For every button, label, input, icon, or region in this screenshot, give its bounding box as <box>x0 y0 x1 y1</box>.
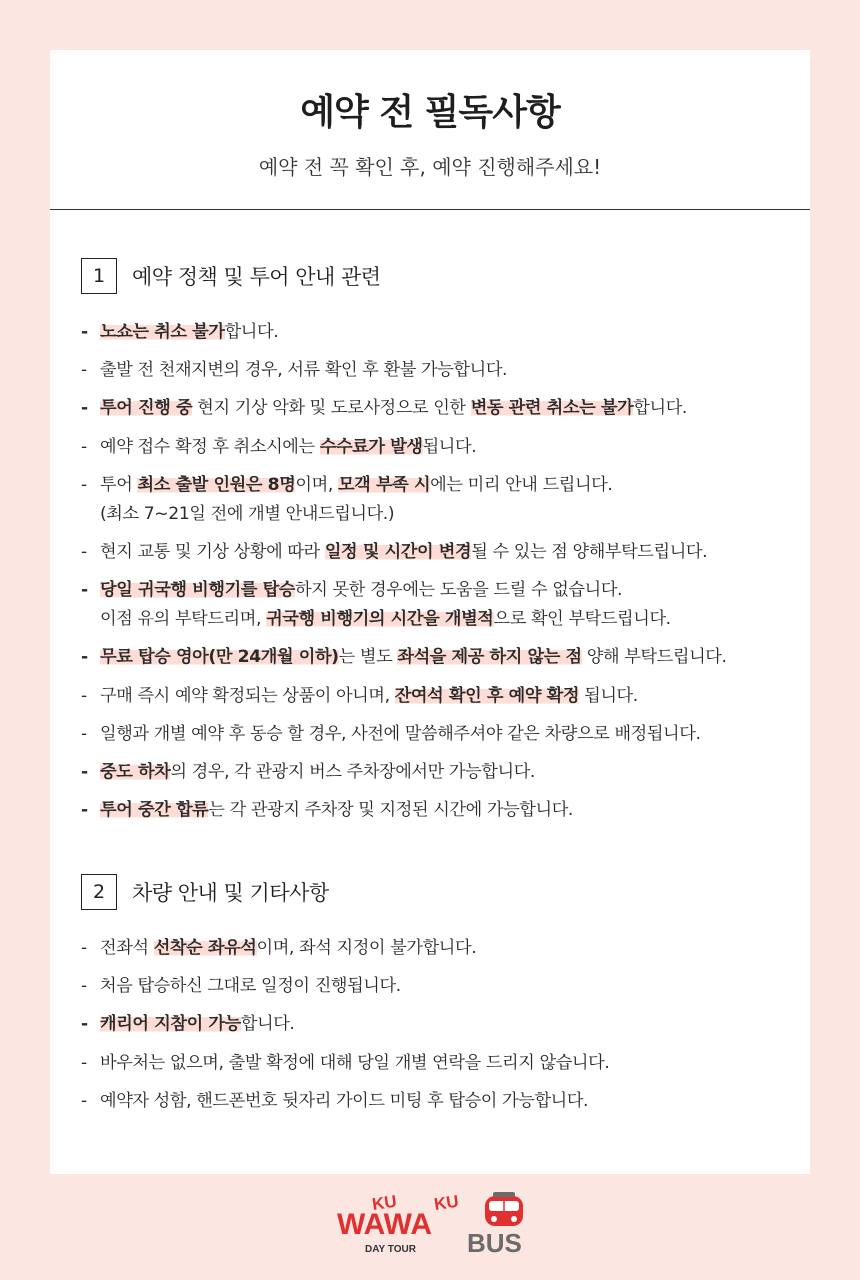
highlighted-text: 변동 관련 취소는 불가 <box>470 398 634 419</box>
section-title: 예약 정책 및 투어 안내 관련 <box>132 265 381 289</box>
notice-text: 됩니다. <box>579 685 638 706</box>
notice-line <box>100 318 790 347</box>
notice-item <box>81 1087 790 1116</box>
logo-tagline: DAY TOUR <box>365 1244 416 1255</box>
notice-line <box>100 500 790 529</box>
notice-line <box>100 934 790 963</box>
notice-item <box>81 934 790 963</box>
highlighted-text: 좌석을 제공 하지 않는 점 <box>397 647 582 668</box>
section-2-list <box>81 934 790 1125</box>
bullet-dash: - <box>81 398 88 419</box>
notice-item <box>81 576 790 634</box>
highlighted-text: 선착순 좌유석 <box>153 938 257 958</box>
notice-text: 현지 기상 악화 및 도로사정으로 인한 <box>192 398 471 419</box>
notice-text: 전좌석 <box>100 938 154 958</box>
highlighted-text: 귀국행 비행기의 시간을 개별적 <box>266 609 494 630</box>
notice-text: 에는 미리 안내 드립니다. <box>430 474 613 495</box>
highlighted-text: 투어 중간 합류 <box>100 800 209 821</box>
notice-text: 됩니다. <box>422 436 477 457</box>
wawakuku-bus-logo <box>335 1188 535 1268</box>
bullet-dash: - <box>81 1052 87 1073</box>
notice-line <box>100 576 790 605</box>
notice-text: 현지 교통 및 기상 상황에 따라 <box>100 541 325 562</box>
notice-card <box>50 50 810 1174</box>
notice-item <box>81 972 790 1001</box>
highlighted-text: 잔여석 확인 후 예약 확정 <box>394 685 580 706</box>
highlighted-text: 중도 하차 <box>100 761 171 782</box>
notice-text: 합니다. <box>633 398 687 419</box>
highlighted-text: 모객 부족 시 <box>337 474 431 495</box>
notice-item <box>81 720 790 749</box>
notice-item <box>81 538 790 567</box>
highlighted-text: 캐리어 지참이 가능 <box>100 1014 241 1035</box>
notice-text: 하지 못한 경우에는 도움을 드릴 수 없습니다. <box>295 580 623 601</box>
notice-text: 는 각 관광지 주차장 및 지정된 시간에 가능합니다. <box>208 800 573 821</box>
highlighted-text: 수수료가 발생 <box>319 436 423 457</box>
bullet-dash: - <box>81 647 88 668</box>
notice-item <box>81 471 790 529</box>
notice-line <box>100 720 790 749</box>
highlighted-text: 무료 탑승 영아(만 24개월 이하) <box>100 647 339 668</box>
notice-text: 예약 접수 확정 후 취소시에는 <box>100 436 320 457</box>
notice-line <box>100 972 790 1001</box>
notice-text: 될 수 있는 점 양해부탁드립니다. <box>471 541 708 562</box>
notice-item <box>81 643 790 672</box>
section-2-heading <box>81 874 329 910</box>
notice-line <box>100 643 790 672</box>
notice-text: 양해 부탁드립니다. <box>581 647 727 668</box>
bus-icon <box>485 1192 523 1226</box>
section-1-list <box>81 318 790 834</box>
notice-text: 이며, <box>295 474 338 495</box>
bullet-dash: - <box>81 360 87 381</box>
notice-line <box>100 758 790 787</box>
bullet-dash: - <box>81 580 88 601</box>
notice-item <box>81 682 790 711</box>
notice-item <box>81 433 790 462</box>
bullet-dash: - <box>81 761 88 782</box>
logo-bus-text: BUS <box>467 1228 522 1258</box>
notice-text: 예약자 성함, 핸드폰번호 뒷자리 가이드 미팅 후 탑승이 가능합니다. <box>100 1090 589 1111</box>
highlighted-text: 투어 진행 중 <box>100 398 193 419</box>
page-subtitle: 예약 전 꼭 확인 후, 예약 진행해주세요! <box>258 155 602 179</box>
bullet-dash: - <box>81 322 88 342</box>
bullet-dash: - <box>81 1090 87 1111</box>
bullet-dash: - <box>81 474 87 495</box>
header <box>50 50 810 210</box>
notice-line <box>100 433 790 462</box>
highlighted-text: 당일 귀국행 비행기를 탑승 <box>100 580 295 601</box>
notice-line <box>100 356 790 385</box>
bullet-dash: - <box>81 541 87 562</box>
notice-item <box>81 796 790 825</box>
bullet-dash: - <box>81 800 88 821</box>
notice-text: 이점 유의 부탁드리며, <box>100 609 267 630</box>
notice-item <box>81 1010 790 1039</box>
notice-text: 일행과 개별 예약 후 동승 할 경우, 사전에 말씀해주셔야 같은 차량으로 배정됩니다. <box>100 723 701 744</box>
notice-text: 바우처는 없으며, 출발 확정에 대해 당일 개별 연락을 드리지 않습니다. <box>100 1052 610 1073</box>
notice-text: 출발 전 천재지변의 경우, 서류 확인 후 환불 가능합니다. <box>100 360 508 381</box>
notice-text: 으로 확인 부탁드립니다. <box>493 609 671 630</box>
highlighted-text: 최소 출발 인원은 8명 <box>137 474 296 495</box>
notice-text: 이며, 좌석 지정이 불가합니다. <box>256 938 477 958</box>
notice-text: 처음 탑승하신 그대로 일정이 진행됩니다. <box>100 976 401 997</box>
notice-line <box>100 1010 790 1039</box>
bullet-dash: - <box>81 685 87 706</box>
notice-line <box>100 538 790 567</box>
bullet-dash: - <box>81 723 87 744</box>
notice-line <box>100 605 790 634</box>
logo-kuku-text-1: KU <box>370 1191 398 1214</box>
bullet-dash: - <box>81 436 87 457</box>
notice-line <box>100 394 790 423</box>
notice-item <box>81 758 790 787</box>
highlighted-text: 노쇼는 취소 불가 <box>100 322 225 342</box>
notice-text: 는 별도 <box>338 647 398 668</box>
section-number-box: 1 <box>81 258 117 294</box>
page-title: 예약 전 필독사항 <box>300 92 560 133</box>
notice-item <box>81 318 790 347</box>
section-title: 차량 안내 및 기타사항 <box>132 881 329 905</box>
bullet-dash: - <box>81 938 87 958</box>
notice-text: 합니다. <box>224 322 279 342</box>
notice-text: 구매 즉시 예약 확정되는 상품이 아니며, <box>100 685 395 706</box>
notice-item <box>81 356 790 385</box>
notice-text: 의 경우, 각 관광지 버스 주차장에서만 가능합니다. <box>170 761 535 782</box>
notice-line <box>100 471 790 500</box>
notice-text: 투어 <box>100 474 138 495</box>
notice-text: (최소 7~21일 전에 개별 안내드립니다.) <box>100 503 395 524</box>
notice-line <box>100 1087 790 1116</box>
section-1-heading <box>81 258 381 294</box>
section-number-box: 2 <box>81 874 117 910</box>
bullet-dash: - <box>81 976 87 997</box>
highlighted-text: 일정 및 시간이 변경 <box>324 541 472 562</box>
notice-item <box>81 1049 790 1078</box>
logo-kuku-text-2: KU <box>432 1191 460 1214</box>
notice-item <box>81 394 790 423</box>
notice-line <box>100 796 790 825</box>
bullet-dash: - <box>81 1014 88 1035</box>
notice-text: 합니다. <box>240 1014 295 1035</box>
notice-line <box>100 682 790 711</box>
logo-wawa-text: WAWA <box>337 1208 432 1241</box>
notice-line <box>100 1049 790 1078</box>
